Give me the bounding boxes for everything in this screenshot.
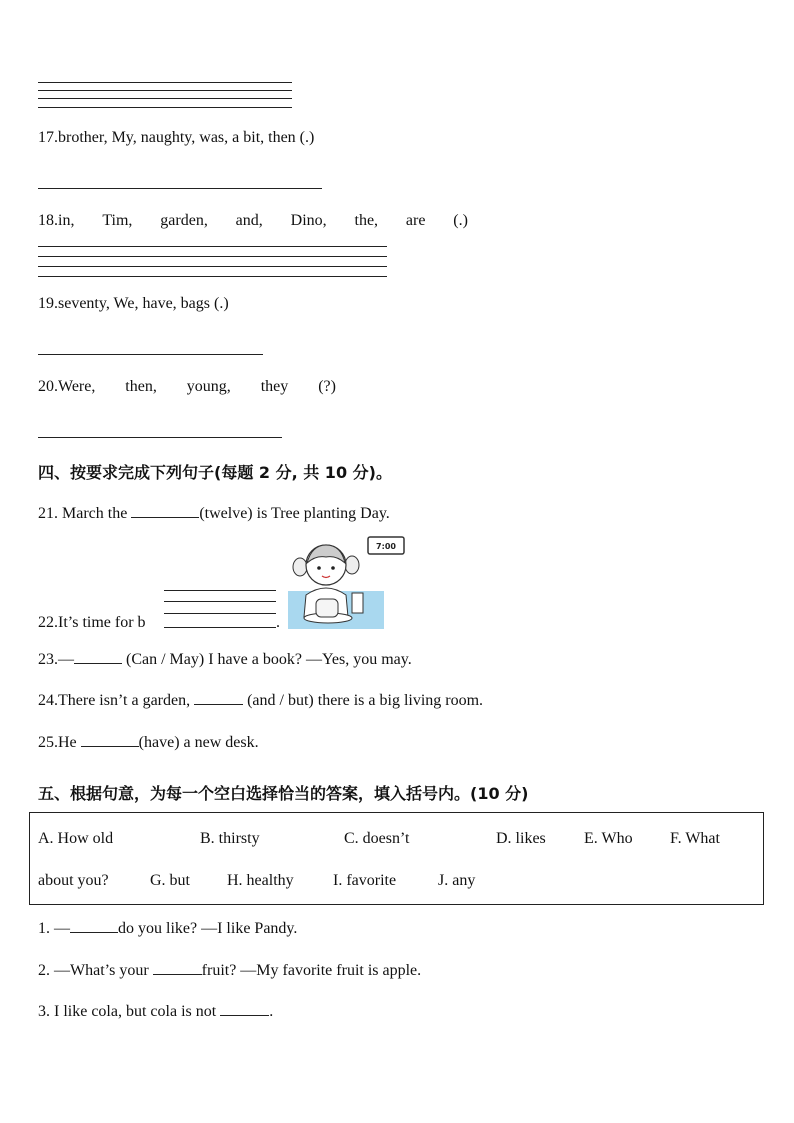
answer-blank[interactable] (70, 918, 118, 933)
answer-line (38, 98, 292, 99)
answer-line (38, 246, 387, 247)
answer-blank[interactable] (81, 732, 139, 747)
question-19: 19.seventy, We, have, bags (.) (38, 295, 229, 312)
answer-line (38, 256, 387, 257)
breakfast-illustration (288, 535, 406, 629)
option-a: A. How old (38, 830, 114, 847)
option-b: B. thirsty (200, 830, 260, 847)
option-i: I. favorite (333, 872, 397, 889)
question-25: 25.He (have) a new desk. (38, 734, 259, 751)
options-box (29, 812, 764, 905)
answer-line (38, 266, 387, 267)
question-p5-3: 3. I like cola, but cola is not . (38, 1003, 274, 1020)
option-e: E. Who (584, 830, 633, 847)
answer-blank[interactable] (220, 1001, 269, 1016)
answer-line (38, 188, 322, 189)
answer-line (164, 590, 276, 591)
answer-blank[interactable] (153, 960, 202, 975)
girl-eating-icon (288, 535, 406, 629)
option-j: J. any (438, 872, 476, 889)
answer-line (38, 437, 282, 438)
section-4-title: 四、按要求完成下列句子(每题 2 分, 共 10 分)。 (38, 463, 392, 482)
answer-line (164, 627, 276, 628)
answer-line (38, 354, 263, 355)
answer-blank[interactable] (74, 649, 122, 664)
question-22-end: . (276, 614, 280, 631)
answer-line (38, 276, 387, 277)
answer-blank[interactable] (131, 503, 199, 518)
answer-line (164, 601, 276, 602)
option-d: D. likes (496, 830, 546, 847)
svg-text:7:00: 7:00 (376, 542, 396, 551)
question-17: 17.brother, My, naughty, was, a bit, then (.) (38, 129, 315, 146)
question-20: 20.Were, then, young, they (?) (38, 378, 336, 395)
answer-line (38, 82, 292, 83)
question-21: 21. March the (twelve) is Tree planting Day. (38, 505, 390, 522)
section-5-title: 五、根据句意，为每一个空白选择恰当的答案，填入括号内。(10 分) (38, 784, 529, 803)
question-24: 24.There isn’t a garden, (and / but) there is a big living room. (38, 692, 484, 709)
answer-line (38, 90, 292, 91)
answer-line (164, 613, 276, 614)
option-c: C. doesn’t (344, 830, 410, 847)
answer-blank[interactable] (194, 690, 243, 705)
question-18: 18.in, Tim, garden, and, Dino, the, are (.) (38, 212, 468, 229)
question-23: 23.— (Can / May) I have a book? —Yes, you may. (38, 651, 412, 668)
option-h: H. healthy (227, 872, 294, 889)
question-22: 22.It’s time for b (38, 614, 146, 631)
option-f: F. What (670, 830, 720, 847)
question-p5-1: 1. — do you like? —I like Pandy. (38, 920, 298, 937)
question-p5-2: 2. —What’s your fruit? —My favorite fruit is apple. (38, 962, 422, 979)
answer-line (38, 107, 292, 108)
option-f-cont: about you? (38, 872, 109, 889)
option-g: G. but (150, 872, 190, 889)
